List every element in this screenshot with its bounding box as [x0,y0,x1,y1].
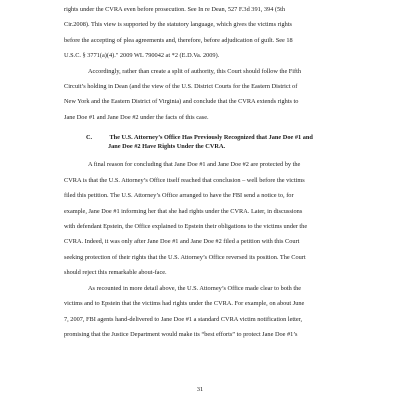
text-line: As recounted in more detail above, the U.S. Attorney’s Office made clear to both the [88,284,302,292]
section-letter: C. [86,134,93,142]
text-line: before the accepting of plea agreements and, therefore, before adjudication of guilt. See 18 [64,36,293,44]
paragraph-dean-citation [64,2,360,64]
section-title-line-2: Jane Doe #2 Have Rights Under the CVRA. [108,142,226,150]
text-line: rights under the CVRA even before prosecution. See In re Dean, 527 F.3d 391, 394 (5th [64,6,286,13]
paragraph-conclusion [64,64,360,126]
paragraph-us-attorney-recognition [64,157,360,280]
text-line: Jane Doe #1 and Jane Doe #2 under the facts of this case. [64,113,209,121]
text-line: seeking protection of their rights that the U.S. Attorney’s Office reversed its position. The Court [64,253,306,261]
section-heading [64,134,360,151]
text-line: 7, 2007, FBI agents hand-delivered to Jane Doe #1 a standard CVRA victim notification letter, [64,315,303,323]
text-line: A final reason for concluding that Jane Doe #1 and Jane Doe #2 are protected by the [88,161,301,169]
text-line: should reject this remarkable about-face. [64,269,167,277]
text-line: Circuit’s holding in Dean (and the view of the U.S. District Courts for the Eastern District of [64,83,298,91]
text-line: CVRA is that the U.S. Attorney’s Office itself reached that conclusion – well before the victims [64,176,305,184]
text-line: promising that the Justice Department would make its “best efforts” to protect Jane Doe #1’s [64,330,298,338]
text-line: filed this petition. The U.S. Attorney’s Office arranged to have the FBI send a notice to, for [64,192,294,200]
page-number: 31 [196,386,204,393]
text-line: victims and to Epstein that the victims had rights under the CVRA. For example, on about June [64,300,305,308]
text-line: CVRA. Indeed, it was only after Jane Doe #1 and Jane Doe #2 filed a petition with this Court [64,238,300,246]
text-line: with defendant Epstein, the Office explained to Epstein their obligations to the victims under the [64,223,308,231]
text-line: New York and the Eastern District of Virginia) and conclude that the CVRA extends rights to [64,98,299,106]
section-title-line-1: The U.S. Attorney’s Office Has Previously Recognized that Jane Doe #1 and [109,134,313,142]
text-line: example, Jane Doe #1 informing her that she had rights under the CVRA. Later, in discussions [64,207,303,215]
text-line: Accordingly, rather than create a split of authority, this Court should follow the Fifth [88,67,302,75]
text-line: U.S.C. § 3771(a)(4)." 2009 WL 790042 at *2 (E.D.Va. 2009). [64,52,220,60]
paragraph-notification-letter [64,281,360,343]
text-line: Cir.2008). This view is supported by the statutory language, which gives the victims rights [64,21,292,29]
